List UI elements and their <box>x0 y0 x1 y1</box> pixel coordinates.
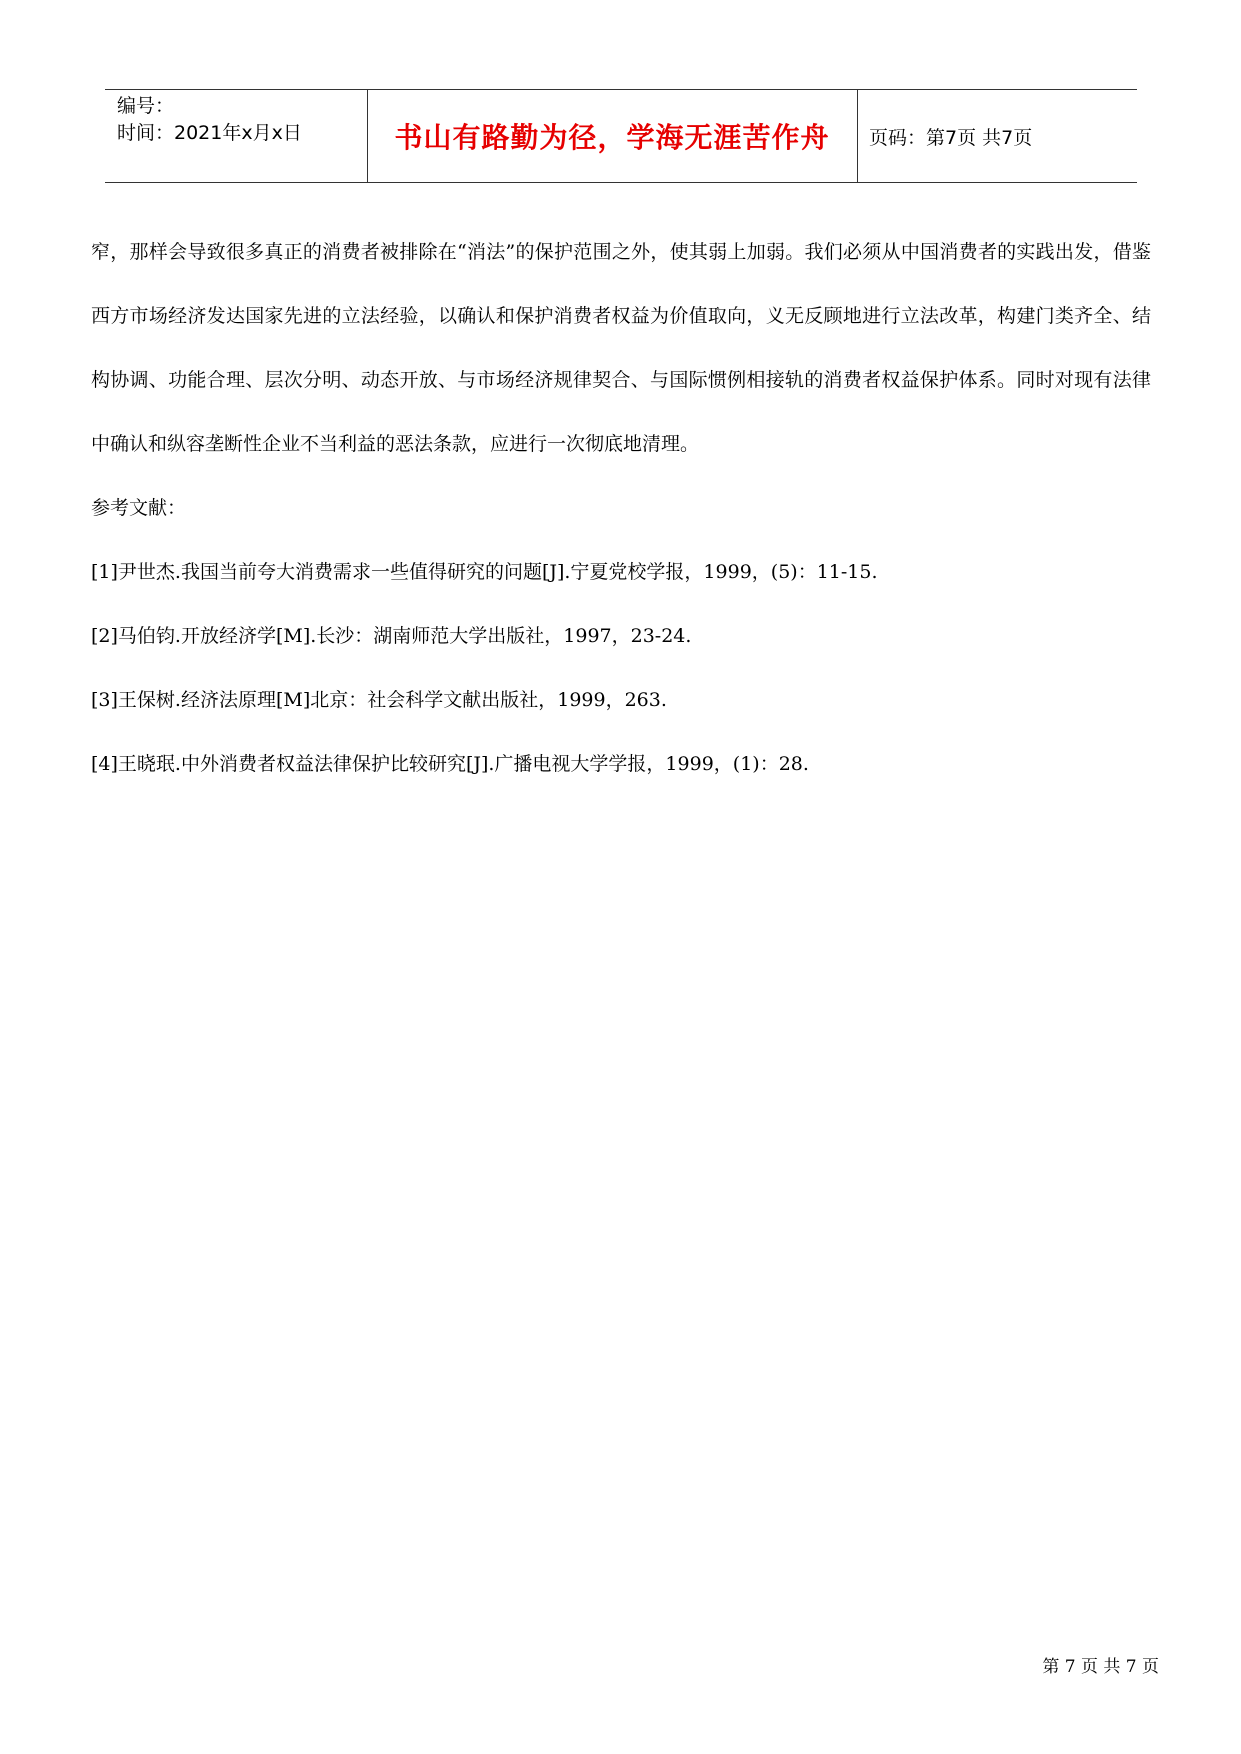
reference-item: [1]尹世杰.我国当前夸大消费需求一些值得研究的问题[J].宁夏党校学报，1999，(5)：11-15. <box>91 561 878 583</box>
document-time-label: 时间：2021年x月x日 <box>117 122 302 144</box>
document-body <box>91 220 1151 796</box>
header-meta <box>117 93 302 147</box>
header-motto: 书山有路勤为径，学海无涯苦作舟 <box>394 121 830 154</box>
page-header <box>105 89 1137 183</box>
reference-item: [2]马伯钧.开放经济学[M].长沙：湖南师范大学出版社，1997，23-24. <box>91 625 692 647</box>
header-page-info: 页码：第7页 共7页 <box>869 126 1033 149</box>
page-footer-number: 第 7 页 共 7 页 <box>1042 1657 1159 1677</box>
document-number-label: 编号： <box>117 95 175 117</box>
header-divider <box>857 90 858 182</box>
reference-item: [3]王保树.经济法原理[M]北京：社会科学文献出版社，1999，263. <box>91 689 667 711</box>
references-title: 参考文献： <box>91 497 187 519</box>
reference-item: [4]王晓珉.中外消费者权益法律保护比较研究[J].广播电视大学学报，1999，(1)：28. <box>91 753 809 775</box>
body-paragraph: 窄，那样会导致很多真正的消费者被排除在“消法”的保护范围之外，使其弱上加弱。我们必须从中国消费者的实践出发，借鉴西方市场经济发达国家先进的立法经验，以确认和保护消费者权益为价值取向，义无反顾地进行立法改革，构建门类齐全、结构协调、功能合理、层次分明、动态开放、与市场经济规律契合、与国际惯例相接轨的消费者权益保护体系。同时对现有法律中确认和纵容垄断性企业不当利益的恶法条款，应进行一次彻底地清理。 <box>91 241 1151 455</box>
